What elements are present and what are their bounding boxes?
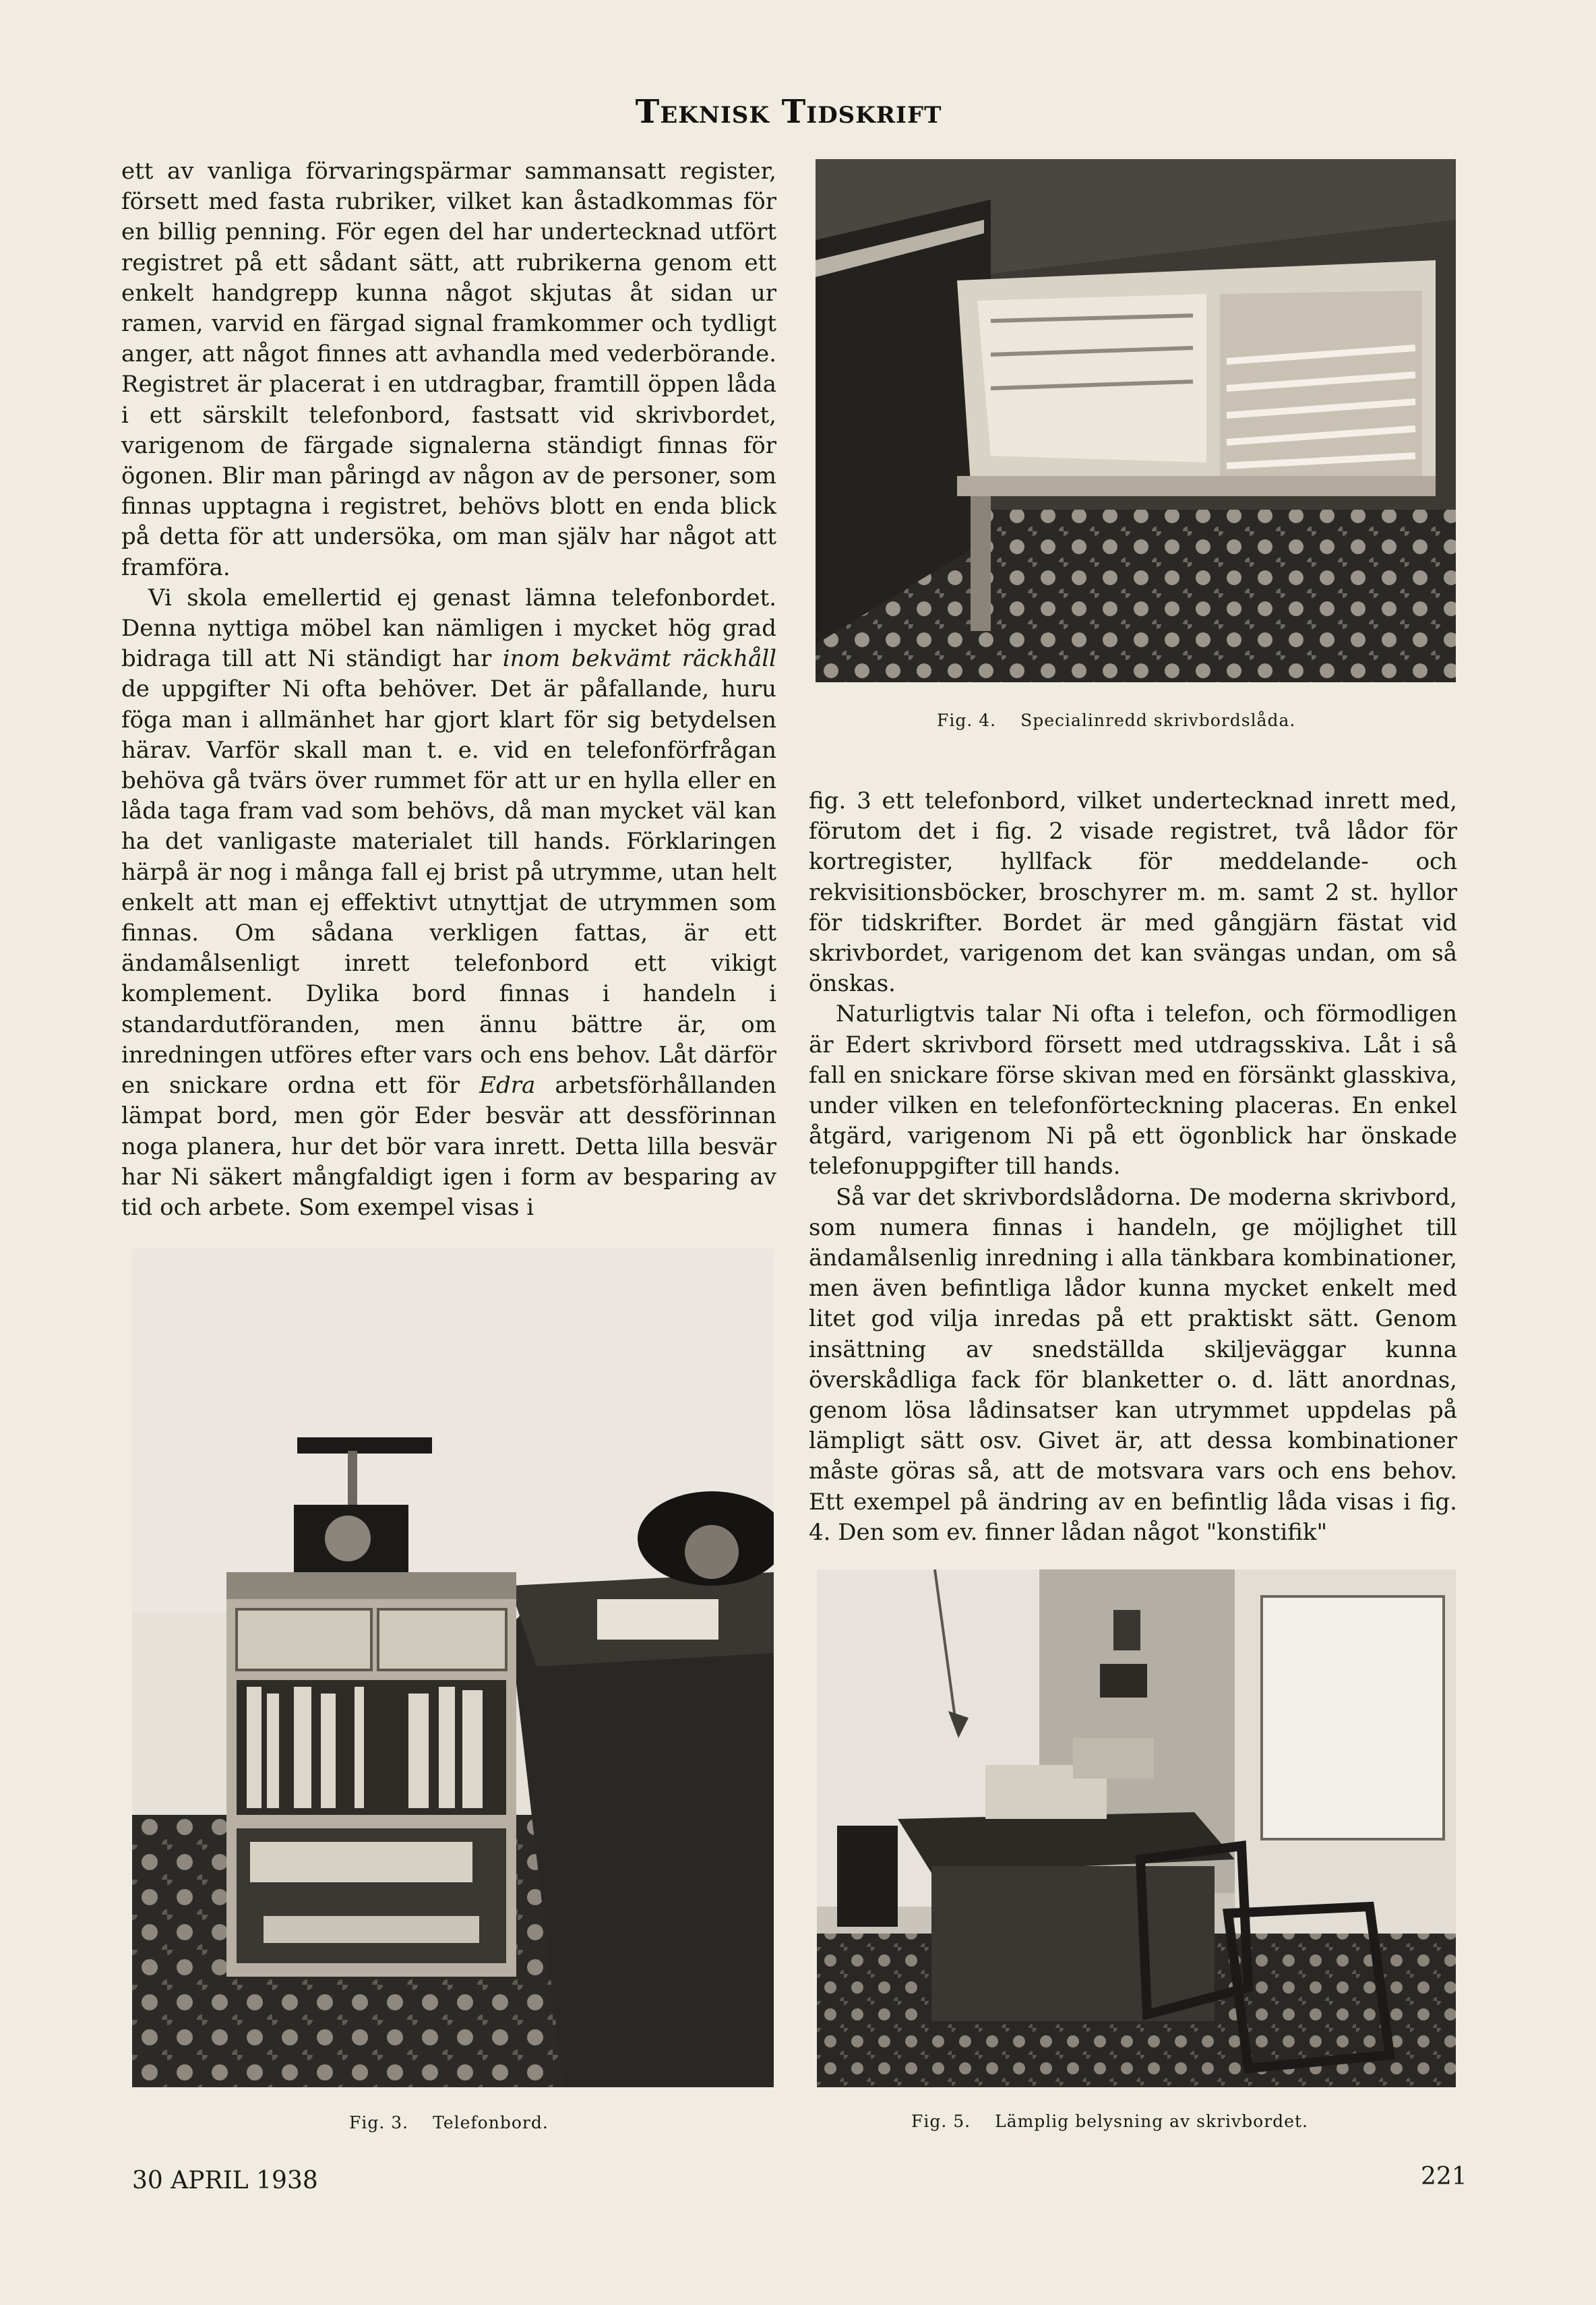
emphasis-text: inom bekvämt räckhåll: [502, 645, 776, 673]
text-run: arbetsförhållanden lämpat bord, men gör Eder besvär att dessförinnan noga planera, hur det bör vara inrett. Detta lilla besvär har Ni säkert mångfaldigt igen i form av besparing av tid och arbete. Som exempel visas i: [121, 1072, 777, 1221]
office-photo-illustration: [817, 1569, 1456, 2087]
text-run: de uppgifter Ni ofta behöver. Det är påfallande, huru föga man i allmänhet har gjort klart för sig betydelsen härav. Varför skall man t. e. vid en telefonförfrågan behöva gå tvärs över rummet för att ur en hylla eller en låda taga fram vad som behövs, då man mycket väl kan ha det vanligaste materialet till hands. Förklaringen härpå är nog i många fall ej brist på utrymme, utan helt enkelt att man ej effektivt utnyttjat de utrymmen som finnas. Om sådana verkligen fattas, är ett ändamålsenligt inrett telefonbord ett vikigt komplement. Dylika bord finnas i handeln i standardutföranden, men ännu bättre är, om inredningen utföres efter vars och ens behov. Låt därför en snickare ordna ett för: [121, 676, 776, 1100]
issue-date: 30 APRIL 1938: [132, 2167, 318, 2194]
paragraph: ett av vanliga förvaringspärmar sammansatt register, försett med fasta rubriker, vilket kan åstadkommas för en billig penning. För egen del har undertecknad utfört registret på ett sådant sätt, att rubrikerna genom ett enkelt handgrepp kunna något skjutas åt sidan ur ramen, varvid en färgad signal framkommer och tydligt anger, att något finnes att avhandla med vederbörande. Registret är placerat i en utdragbar, framtill öppen låda i ett särskilt telefonbord, fastsatt vid skrivbordet, varigenom de färgade signalerna ständigt finnas för ögonen. Blir man påringd av någon av de personer, som finnas upptagna i registret, behövs blott en enda blick på detta för att undersöka, om man själv har något att framföra.: [121, 158, 776, 581]
fig5-caption-text: Lämplig belysning av skrivbordet.: [995, 2112, 1308, 2131]
text-run: Vi skola emellertid ej genast lämna telefonbordet. Denna nyttiga möbel kan nämligen i mycket hög grad bidraga till att Ni ständigt har: [121, 584, 776, 673]
right-text-column: [809, 786, 1457, 1548]
paragraph: Naturligtvis talar Ni ofta i telefon, och förmodligen är Edert skrivbord försett med utdragsskiva. Låt i så fall en snickare förse skivan med en försänkt glasskiva, under vilken en telefonförteckning placeras. En enkel åtgärd, varigenom Ni på ett ögonblick har önskade telefonuppgifter till hands.: [809, 1000, 1457, 1180]
page-number: 221: [1421, 2163, 1467, 2190]
paragraph: [121, 583, 776, 1223]
fig4-caption: [937, 711, 1295, 730]
fig3-caption: [349, 2113, 549, 2132]
emphasis-text: Edra: [479, 1072, 536, 1100]
journal-title: Teknisk Tidskrift: [635, 93, 942, 131]
fig4-photo: [816, 159, 1456, 682]
paragraph: fig. 3 ett telefonbord, vilket undertecknad inrett med, förutom det i fig. 2 visade registret, två lådor för kortregister, hyllfack för meddelande- och rekvisitionsböcker, broschyrer m. m. samt 2 st. hyllor för tidskrifter. Bordet är med gångjärn fästat vid skrivbordet, varigenom det kan svängas undan, om så önskas.: [809, 787, 1457, 998]
paragraph: Så var det skrivbordslådorna. De moderna skrivbord, som numera finnas i handeln, ge möjlighet till ändamålsenlig inredning i alla tänkbara kombinationer, men även befintliga lådor kunna mycket enkelt med litet god vilja inredas på ett praktiskt sätt. Genom insättning av snedställda skiljeväggar kunna överskådliga fack för blanketter o. d. lätt anordnas, genom lösa lådinsatser kan utrymmet uppdelas på lämpligt sätt osv. Givet är, att dessa kombinationer måste göras så, att de motsvara vars och ens behov. Ett exempel på ändring av en befintlig låda visas i fig. 4. Den som ev. finner lådan något "konstifik": [809, 1183, 1457, 1546]
fig3-photo: [132, 1249, 774, 2087]
fig5-photo: [817, 1569, 1456, 2087]
fig5-caption: [911, 2112, 1308, 2131]
fig3-caption-text: Telefonbord.: [433, 2113, 549, 2132]
left-text-column: [121, 156, 776, 1223]
telephone-table-photo-illustration: [132, 1249, 774, 2087]
drawer-photo-illustration: [816, 159, 1456, 682]
fig3-number: Fig. 3.: [349, 2113, 409, 2132]
fig4-caption-text: Specialinredd skrivbordslåda.: [1020, 711, 1296, 730]
fig5-number: Fig. 5.: [911, 2112, 971, 2131]
fig4-number: Fig. 4.: [937, 711, 997, 730]
